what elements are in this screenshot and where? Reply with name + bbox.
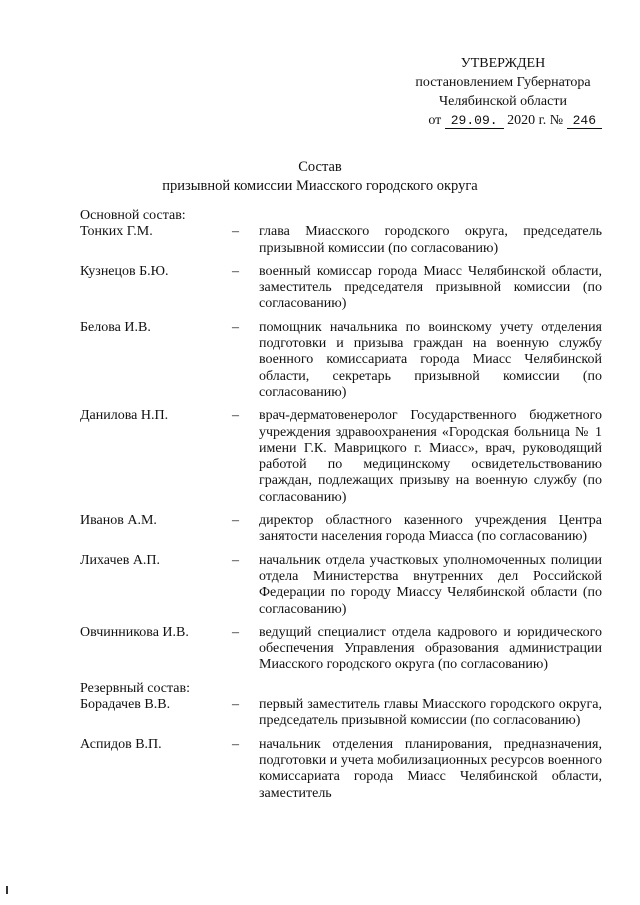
member-description: начальник отдела участковых уполномоченных полиции отдела Министерства внутренних дел Российской Федерации по городу Миассу Челябинской области (по согласованию) xyxy=(259,552,602,617)
member-entry xyxy=(80,697,602,730)
date-value: 29.09. xyxy=(445,113,504,129)
member-description: первый заместитель главы Миасского городского округа, председатель призывной комиссии (по согласованию) xyxy=(259,697,602,729)
member-dash: – xyxy=(232,224,239,240)
member-name: Кузнецов Б.Ю. xyxy=(80,263,169,279)
member-dash: – xyxy=(232,624,239,640)
member-description: военный комиссар города Миасс Челябинской области, заместитель председателя призывной комиссии (по согласованию) xyxy=(259,263,602,312)
date-prefix: от xyxy=(428,113,442,128)
member-description: директор областного казенного учреждения Центра занятости населения города Миасса (по согласованию) xyxy=(259,513,602,545)
member-name: Борадачев В.В. xyxy=(80,697,171,713)
approval-date-line xyxy=(400,111,606,130)
member-entry xyxy=(80,264,602,313)
member-dash: – xyxy=(232,697,239,713)
member-dash: – xyxy=(232,408,239,424)
member-description: помощник начальника по воинскому учету отделения подготовки и призыва граждан на военную службу военного комиссариата города Миасс Челябинской области, секретарь призывной комиссии (по согласованию) xyxy=(259,319,602,400)
title-line-2: призывной комиссии Миасского городского округа xyxy=(162,178,478,194)
member-entry xyxy=(80,553,602,618)
main-members xyxy=(80,224,602,673)
member-entry xyxy=(80,224,602,257)
member-name: Аспидов В.П. xyxy=(80,736,162,752)
main-section-heading: Основной состав: xyxy=(80,208,186,223)
reserve-members xyxy=(80,697,602,802)
member-dash: – xyxy=(232,552,239,568)
member-name: Данилова Н.П. xyxy=(80,408,169,424)
commission-list xyxy=(80,208,602,809)
title-line-1: Состав xyxy=(298,159,342,175)
decree-number: 246 xyxy=(567,113,602,129)
member-entry xyxy=(80,408,602,506)
member-name: Белова И.В. xyxy=(80,319,151,335)
member-dash: – xyxy=(232,263,239,279)
reserve-section-heading: Резервный состав: xyxy=(80,680,191,696)
member-name: Иванов А.М. xyxy=(80,513,157,529)
member-name: Тонких Г.М. xyxy=(80,224,153,240)
member-entry xyxy=(80,737,602,802)
member-entry xyxy=(80,625,602,674)
member-description: ведущий специалист отдела кадрового и юридического обеспечения Управления образования администрации Миасского городского округа (по согласованию) xyxy=(259,624,602,673)
approval-heading: УТВЕРЖДЕН xyxy=(460,56,546,71)
member-dash: – xyxy=(232,513,239,529)
year-text: 2020 г. № xyxy=(507,113,564,128)
approval-stamp xyxy=(400,54,606,130)
member-entry xyxy=(80,320,602,401)
member-name: Овчинникова И.В. xyxy=(80,624,189,640)
member-description: глава Миасского городского округа, председатель призывной комиссии (по согласованию) xyxy=(259,224,602,256)
member-description: начальник отделения планирования, предназначения, подготовки и учета мобилизационных ресурсов военного комиссариата города Миасс Челябинской области, заместитель xyxy=(259,736,602,801)
member-description: врач-дерматовенеролог Государственного бюджетного учреждения здравоохранения «Городская больница № 1 имени Г.К. Маврицкого г. Миасс», врач, руководящий работой по медицинскому освидетельствованию граждан, подлежащих призыву на военную службу (по согласованию) xyxy=(259,408,602,505)
member-name: Лихачев А.П. xyxy=(80,552,161,568)
member-dash: – xyxy=(232,736,239,752)
approval-line-1: постановлением Губернатора xyxy=(415,75,591,90)
approval-line-2: Челябинской области xyxy=(439,94,567,109)
member-dash: – xyxy=(232,319,239,335)
member-entry xyxy=(80,513,602,546)
document-title xyxy=(0,158,640,196)
page-edge-mark xyxy=(6,886,8,894)
